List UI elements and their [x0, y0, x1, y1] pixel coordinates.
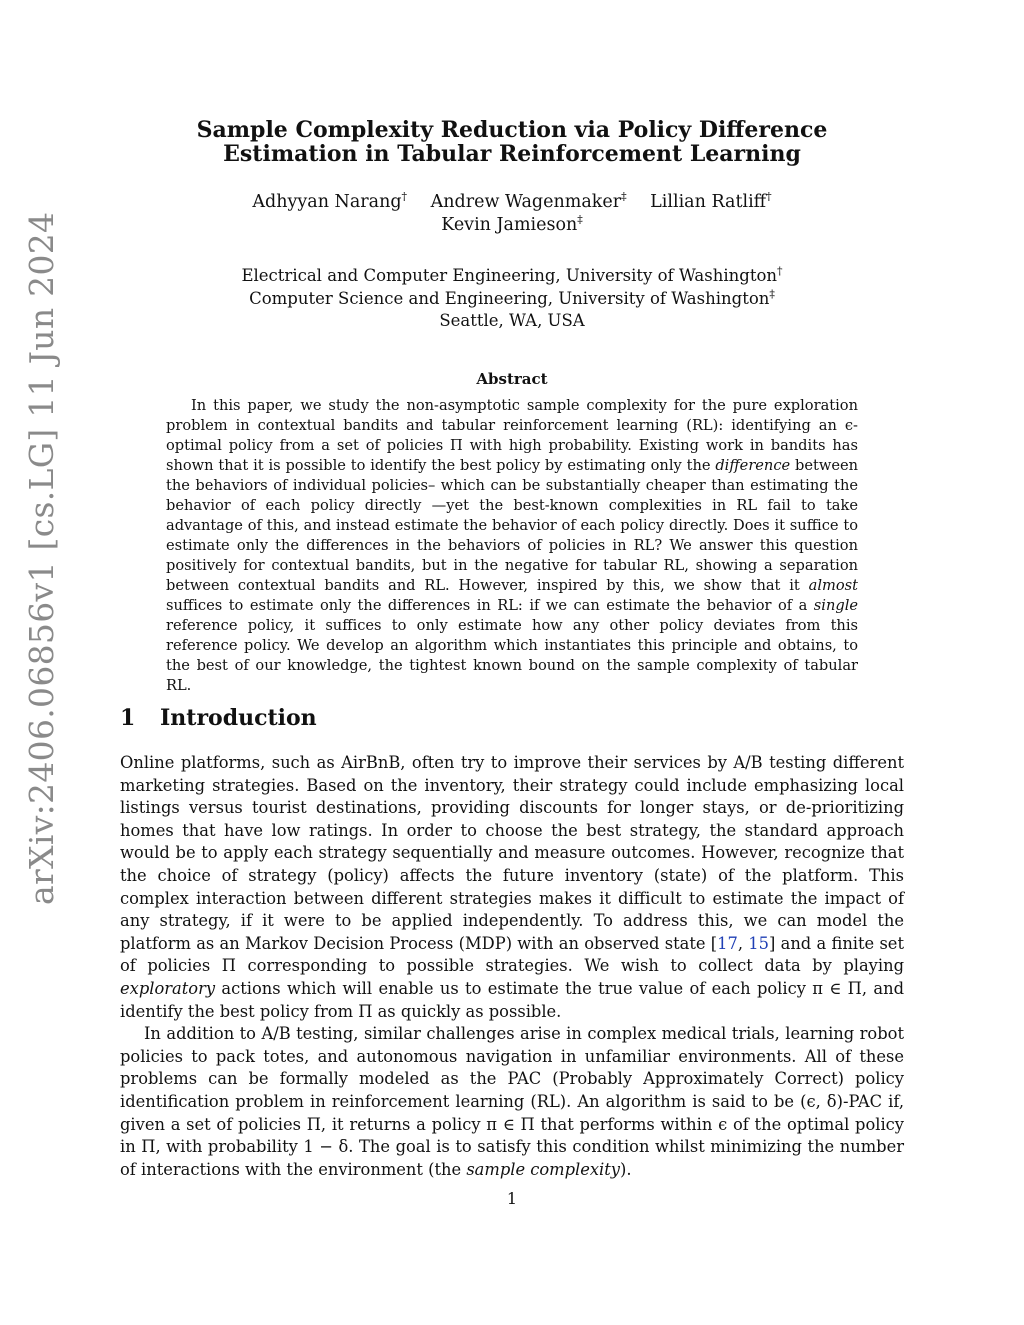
citation-link[interactable]: 15	[748, 933, 769, 953]
arxiv-identifier-stamp: arXiv:2406.06856v1 [cs.LG] 11 Jun 2024	[22, 211, 61, 905]
author-name: Kevin Jamieson‡	[441, 213, 583, 235]
affiliation-line: Electrical and Computer Engineering, University of Washington†	[241, 264, 783, 285]
author-row-2	[150, 214, 874, 237]
page-number: 1	[506, 1189, 518, 1208]
author-name: Andrew Wagenmaker‡	[430, 190, 627, 212]
section-heading-introduction	[120, 704, 904, 732]
author-name: Adhyyan Narang†	[252, 190, 408, 212]
citation-link[interactable]: 17	[717, 933, 738, 953]
author-list	[150, 191, 874, 237]
paper-title-line-2: Estimation in Tabular Reinforcement Learning	[223, 141, 801, 167]
abstract-heading: Abstract	[476, 370, 548, 388]
introduction-body	[120, 752, 904, 1181]
body-paragraph-1: Online platforms, such as AirBnB, often try to improve their services by A/B testing different marketing strategies. Based on the inventory, their strategy could include emphasizing local listings versus tourist destinations, providing discounts for longer stays, or de-prioritizing homes that have low ratings. In order to choose the best strategy, the standard approach would be to apply each strategy sequentially and measure outcomes. However, recognize that the choice of strategy (policy) affects the future inventory (state) of the platform. This complex interaction between different strategies makes it difficult to estimate the impact of any strategy, if it were to be applied independently. To address this, we can model the platform as an Markov Decision Process (MDP) with an observed state [17, 15] and a finite set of policies Π corresponding to possible strategies. We wish to collect data by playing exploratory actions which will enable us to estimate the true value of each policy π ∈ Π, and identify the best policy from Π as quickly as possible.	[120, 753, 904, 1021]
affiliation-line: Computer Science and Engineering, University of Washington‡	[249, 287, 775, 308]
affiliations	[150, 265, 874, 333]
author-name: Lillian Ratliff†	[650, 190, 772, 212]
paper-title	[150, 118, 874, 166]
section-number: 1	[120, 705, 136, 731]
affiliation-line: Seattle, WA, USA	[439, 311, 585, 330]
section-title: Introduction	[160, 705, 317, 731]
body-paragraph-2: In addition to A/B testing, similar challenges arise in complex medical trials, learning robot policies to pack totes, and autonomous navigation in unfamiliar environments. All of these problems can be formally modeled as the PAC (Probably Approximately Correct) policy identification problem in reinforcement learning (RL). An algorithm is said to be (ϵ, δ)-PAC if, given a set of policies Π, it returns a policy π ∈ Π that performs within ϵ of the optimal policy in Π, with probability 1 − δ. The goal is to satisfy this condition whilst minimizing the number of interactions with the environment (the sample complexity).	[120, 1024, 904, 1179]
author-row-1	[150, 191, 874, 214]
abstract-paragraph: In this paper, we study the non-asymptotic sample complexity for the pure exploration problem in contextual bandits and tabular reinforcement learning (RL): identifying an ϵ-optimal policy from a set of policies Π with high probability. Existing work in bandits has shown that it is possible to identify the best policy by estimating only the difference between the behaviors of individual policies– which can be substantially cheaper than estimating the behavior of each policy directly —yet the best-known complexities in RL fail to take advantage of this, and instead estimate the behavior of each policy directly. Does it suffice to estimate only the differences in the behaviors of policies in RL? We answer this question positively for contextual bandits, but in the negative for tabular RL, showing a separation between contextual bandits and RL. However, inspired by this, we show that it almost suffices to estimate only the differences in RL: if we can estimate the behavior of a single reference policy, it suffices to only estimate how any other policy deviates from this reference policy. We develop an algorithm which instantiates this principle and obtains, to the best of our knowledge, the tightest known bound on the sample complexity of tabular RL.	[166, 397, 858, 694]
paper-title-line-1: Sample Complexity Reduction via Policy Difference	[196, 117, 828, 143]
abstract-body	[166, 396, 858, 696]
